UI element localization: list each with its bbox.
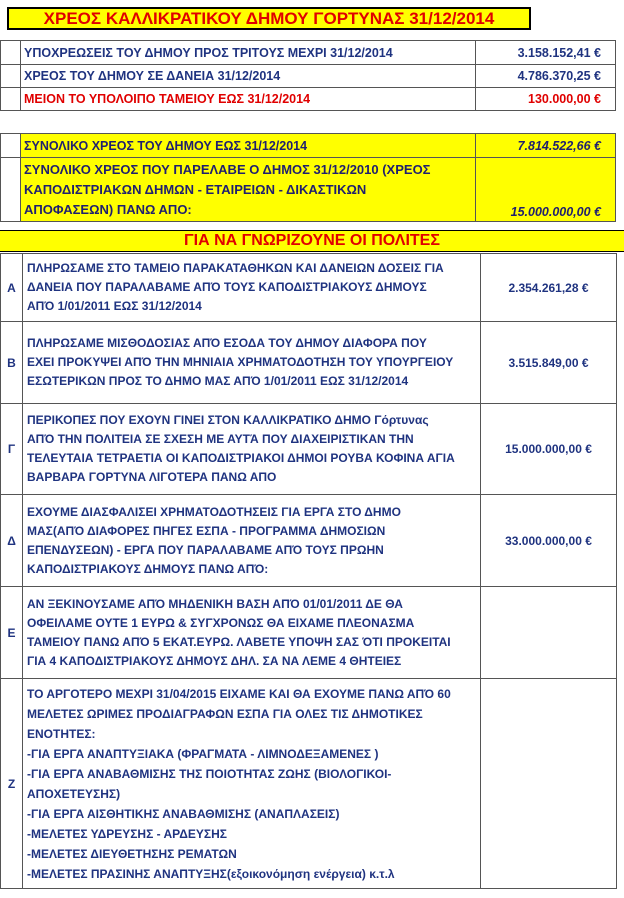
item-amount bbox=[481, 587, 617, 679]
inherited-row bbox=[1, 158, 616, 222]
summary-value: 130.000,00 € bbox=[476, 88, 616, 111]
item-line: ΕΧΕΙ ΠΡΟΚΥΨΕΙ ΑΠΌ ΤΗΝ ΜΗΝΙΑΙΑ ΧΡΗΜΑΤΟΔΟΤΗΣΗ ΤΟΥ ΥΠΟΥΡΓΕΙΟΥ bbox=[27, 355, 454, 369]
item-letter: Ε bbox=[1, 587, 23, 679]
item-text bbox=[23, 254, 481, 322]
item-line: ΕΠΕΝΔΥΣΕΩΝ) - ΕΡΓΑ ΠΟΥ ΠΑΡΑΛΑΒΑΜΕ ΑΠΌ ΤΟΥΣ ΠΡΩΗΝ bbox=[27, 542, 384, 557]
total-label: ΣΥΝΟΛΙΚΟ ΧΡΕΟΣ ΤΟΥ ΔΗΜΟΥ ΕΩΣ 31/12/2014 bbox=[21, 134, 476, 158]
item-line: -ΓΙΑ ΕΡΓΑ ΑΝΑΠΤΥΞΙΑΚΑ (ΦΡΑΓΜΑΤΑ - ΛΙΜΝΟΔΕΞΑΜΕΝΕΣ ) bbox=[27, 746, 379, 761]
summary-value: 3.158.152,41 € bbox=[476, 41, 616, 65]
item-amount: 33.000.000,00 € bbox=[481, 495, 617, 587]
summary-row bbox=[1, 65, 616, 88]
item-line: ΤΑΜΕΙΟΥ ΠΑΝΩ ΑΠΌ 5 ΕΚΑΤ.ΕΥΡΩ. ΛΑΒΕΤΕ ΥΠΟΨΗ ΣΑΣ ΌΤΙ ΠΡΟΚΕΙΤΑΙ bbox=[27, 634, 451, 649]
item-amount: 3.515.849,00 € bbox=[481, 322, 617, 404]
total-value: 7.814.522,66 € bbox=[476, 134, 616, 158]
item-line: ΒΑΡΒΑΡΑ ΓΟΡΤΥΝΑ ΛΙΓΟΤΕΡΑ ΠΑΝΩ ΑΠΟ bbox=[27, 470, 277, 484]
item-line: ΠΛΗΡΩΣΑΜΕ ΜΙΣΘΟΔΟΣΙΑΣ ΑΠΌ ΕΣΟΔΑ ΤΟΥ ΔΗΜΟΥ ΔΙΑΦΟΡΑ ΠΟΥ bbox=[27, 336, 427, 350]
item-line: ΚΑΠΟΔΙΣΤΡΙΑΚΟΥΣ ΔΗΜΟΥΣ ΠΑΝΩ ΑΠΌ: bbox=[27, 561, 269, 576]
item-line: -ΜΕΛΕΤΕΣ ΠΡΑΣΙΝΗΣ ΑΝΑΠΤΥΞΗΣ(εξοικονόμηση ενέργεια) κ.τ.λ bbox=[27, 866, 395, 881]
total-row bbox=[1, 134, 616, 158]
item-line: ΕΝΟΤΗΤΕΣ: bbox=[27, 726, 96, 741]
item-amount: 2.354.261,28 € bbox=[481, 254, 617, 322]
item-line: -ΓΙΑ ΕΡΓΑ ΑΝΑΒΑΘΜΙΣΗΣ ΤΗΣ ΠΟΙΟΤΗΤΑΣ ΖΩΗΣ (ΒΙΟΛΟΓΙΚΟΙ- bbox=[27, 766, 392, 781]
item-line: ΤΟ ΑΡΓΟΤΕΡΟ ΜΕΧΡΙ 31/04/2015 ΕΙΧΑΜΕ ΚΑΙ ΘΑ ΕΧΟΥΜΕ ΠΑΝΩ ΑΠΌ 60 bbox=[27, 686, 451, 701]
item-letter: Δ bbox=[1, 495, 23, 587]
item-letter: Β bbox=[1, 322, 23, 404]
summary-value: 4.786.370,25 € bbox=[476, 65, 616, 88]
summary-row bbox=[1, 88, 616, 111]
citizens-banner: ΓΙΑ ΝΑ ΓΝΩΡΙΖΟΥΝΕ ΟΙ ΠΟΛΙΤΕΣ bbox=[0, 230, 624, 252]
item-text bbox=[23, 404, 481, 495]
item-line: ΑΠΟΧΕΤΕΥΣΗΣ) bbox=[27, 786, 121, 801]
inherited-value: 15.000.000,00 € bbox=[476, 158, 616, 222]
summary-row bbox=[1, 41, 616, 65]
item-line: ΑΝ ΞΕΚΙΝΟΥΣΑΜΕ ΑΠΌ ΜΗΔΕΝΙΚΗ ΒΑΣΗ ΑΠΌ 01/01/2011 ΔΕ ΘΑ bbox=[27, 596, 403, 611]
item-line: ΠΕΡΙΚΟΠΕΣ ΠΟΥ ΕΧΟΥΝ ΓΙΝΕΙ ΣΤΟΝ ΚΑΛΛΙΚΡΑΤΙΚΟ ΔΗΜΟ Γόρτυνας bbox=[27, 413, 429, 427]
list-item bbox=[1, 322, 617, 404]
summary-label: ΥΠΟΧΡΕΩΣΕΙΣ ΤΟΥ ΔΗΜΟΥ ΠΡΟΣ ΤΡΙΤΟΥΣ ΜΕΧΡΙ 31/12/2014 bbox=[21, 41, 476, 65]
sheet-title: ΧΡΕΟΣ ΚΑΛΛΙΚΡΑΤΙΚΟΥ ΔΗΜΟΥ ΓΟΡΤΥΝΑΣ 31/12/2014 bbox=[7, 7, 531, 30]
totals-table bbox=[0, 133, 616, 222]
summary-label: ΧΡΕΟΣ ΤΟΥ ΔΗΜΟΥ ΣΕ ΔΑΝΕΙΑ 31/12/2014 bbox=[21, 65, 476, 88]
item-letter: Α bbox=[1, 254, 23, 322]
item-amount: 15.000.000,00 € bbox=[481, 404, 617, 495]
item-line: ΤΕΛΕΥΤΑΙΑ ΤΕΤΡΑΕΤΙΑ ΟΙ ΚΑΠΟΔΙΣΤΡΙΑΚΟΙ ΔΗΜΟΙ ΡΟΥΒΑ ΚΟΦΙΝΑ ΑΓΙΑ bbox=[27, 451, 455, 465]
items-table bbox=[0, 253, 617, 889]
item-line: -ΓΙΑ ΕΡΓΑ ΑΙΣΘΗΤΙΚΗΣ ΑΝΑΒΑΘΜΙΣΗΣ (ΑΝΑΠΛΑΣΕΙΣ) bbox=[27, 806, 340, 821]
item-text bbox=[23, 679, 481, 889]
item-line: ΕΧΟΥΜΕ ΔΙΑΣΦΑΛΙΣΕΙ ΧΡΗΜΑΤΟΔΟΤΗΣΕΙΣ ΓΙΑ ΕΡΓΑ ΣΤΟ ΔΗΜΟ bbox=[27, 504, 401, 519]
item-text bbox=[23, 322, 481, 404]
item-amount bbox=[481, 679, 617, 889]
list-item bbox=[1, 587, 617, 679]
list-item bbox=[1, 404, 617, 495]
inherited-label bbox=[21, 158, 476, 222]
item-line: ΜΕΛΕΤΕΣ ΩΡΙΜΕΣ ΠΡΟΔΙΑΓΡΑΦΩΝ ΕΣΠΑ ΓΙΑ ΟΛΕΣ ΤΙΣ ΔΗΜΟΤΙΚΕΣ bbox=[27, 706, 423, 721]
item-line: ΟΦΕΙΛΑΜΕ ΟΥΤΕ 1 ΕΥΡΩ & ΣΥΓΧΡΟΝΩΣ ΘΑ ΕΙΧΑΜΕ ΠΛΕΟΝΑΣΜΑ bbox=[27, 615, 415, 630]
item-line: ΠΛΗΡΩΣΑΜΕ ΣΤΟ ΤΑΜΕΙΟ ΠΑΡΑΚΑΤΑΘΗΚΩΝ ΚΑΙ ΔΑΝΕΙΩΝ ΔΟΣΕΙΣ ΓΙΑ bbox=[27, 261, 444, 275]
summary-label: ΜΕΙΟΝ ΤΟ ΥΠΟΛΟΙΠΟ ΤΑΜΕΙΟΥ ΕΩΣ 31/12/2014 bbox=[21, 88, 476, 111]
item-line: ΑΠΌ ΤΗΝ ΠΟΛΙΤΕΙΑ ΣΕ ΣΧΕΣΗ ΜΕ ΑΥΤΆ ΠΟΥ ΔΙΑΧΕΙΡΙΣΤΙΚΑΝ ΤΗΝ bbox=[27, 432, 414, 446]
inherited-line: ΚΑΠΟΔΙΣΤΡΙΑΚΩΝ ΔΗΜΩΝ - ΕΤΑΙΡΕΙΩΝ - ΔΙΚΑΣΤΙΚΩΝ bbox=[24, 181, 367, 197]
list-item bbox=[1, 679, 617, 889]
inherited-line: ΣΥΝΟΛΙΚΟ ΧΡΕΟΣ ΠΟΥ ΠΑΡΕΛΑΒΕ Ο ΔΗΜΟΣ 31/12/2010 (ΧΡΕΟΣ bbox=[24, 161, 431, 177]
list-item bbox=[1, 495, 617, 587]
item-line: ΔΑΝΕΙΑ ΠΟΥ ΠΑΡΑΛΑΒΑΜΕ ΑΠΌ ΤΟΥΣ ΚΑΠΟΔΙΣΤΡΙΑΚΟΥΣ ΔΗΜΟΥΣ bbox=[27, 280, 427, 294]
item-letter: Γ bbox=[1, 404, 23, 495]
item-text bbox=[23, 495, 481, 587]
item-line: ΑΠΌ 1/01/2011 ΕΩΣ 31/12/2014 bbox=[27, 299, 202, 313]
list-item bbox=[1, 254, 617, 322]
item-line: ΕΣΩΤΕΡΙΚΩΝ ΠΡΟΣ ΤΟ ΔΗΜΟ ΜΑΣ ΑΠΌ 1/01/2011 ΕΩΣ 31/12/2014 bbox=[27, 374, 409, 388]
item-text bbox=[23, 587, 481, 679]
item-letter: Ζ bbox=[1, 679, 23, 889]
item-line: ΜΑΣ(ΑΠΌ ΔΙΑΦΟΡΕΣ ΠΗΓΕΣ ΕΣΠΑ - ΠΡΟΓΡΑΜΜΑ ΔΗΜΟΣΙΩΝ bbox=[27, 523, 386, 538]
summary-table bbox=[0, 40, 616, 111]
item-line: ΓΙΑ 4 ΚΑΠΟΔΙΣΤΡΙΑΚΟΥΣ ΔΗΜΟΥΣ ΔΗΛ. ΣΑ ΝΑ ΛΕΜΕ 4 ΘΗΤΕΙΕΣ bbox=[27, 653, 402, 668]
item-line: -ΜΕΛΕΤΕΣ ΔΙΕΥΘΕΤΗΣΗΣ ΡΕΜΑΤΩΝ bbox=[27, 846, 237, 861]
item-line: -ΜΕΛΕΤΕΣ ΥΔΡΕΥΣΗΣ - ΑΡΔΕΥΣΗΣ bbox=[27, 826, 227, 841]
inherited-line: ΑΠΟΦΑΣΕΩΝ) ΠΑΝΩ ΑΠΟ: bbox=[24, 201, 192, 217]
